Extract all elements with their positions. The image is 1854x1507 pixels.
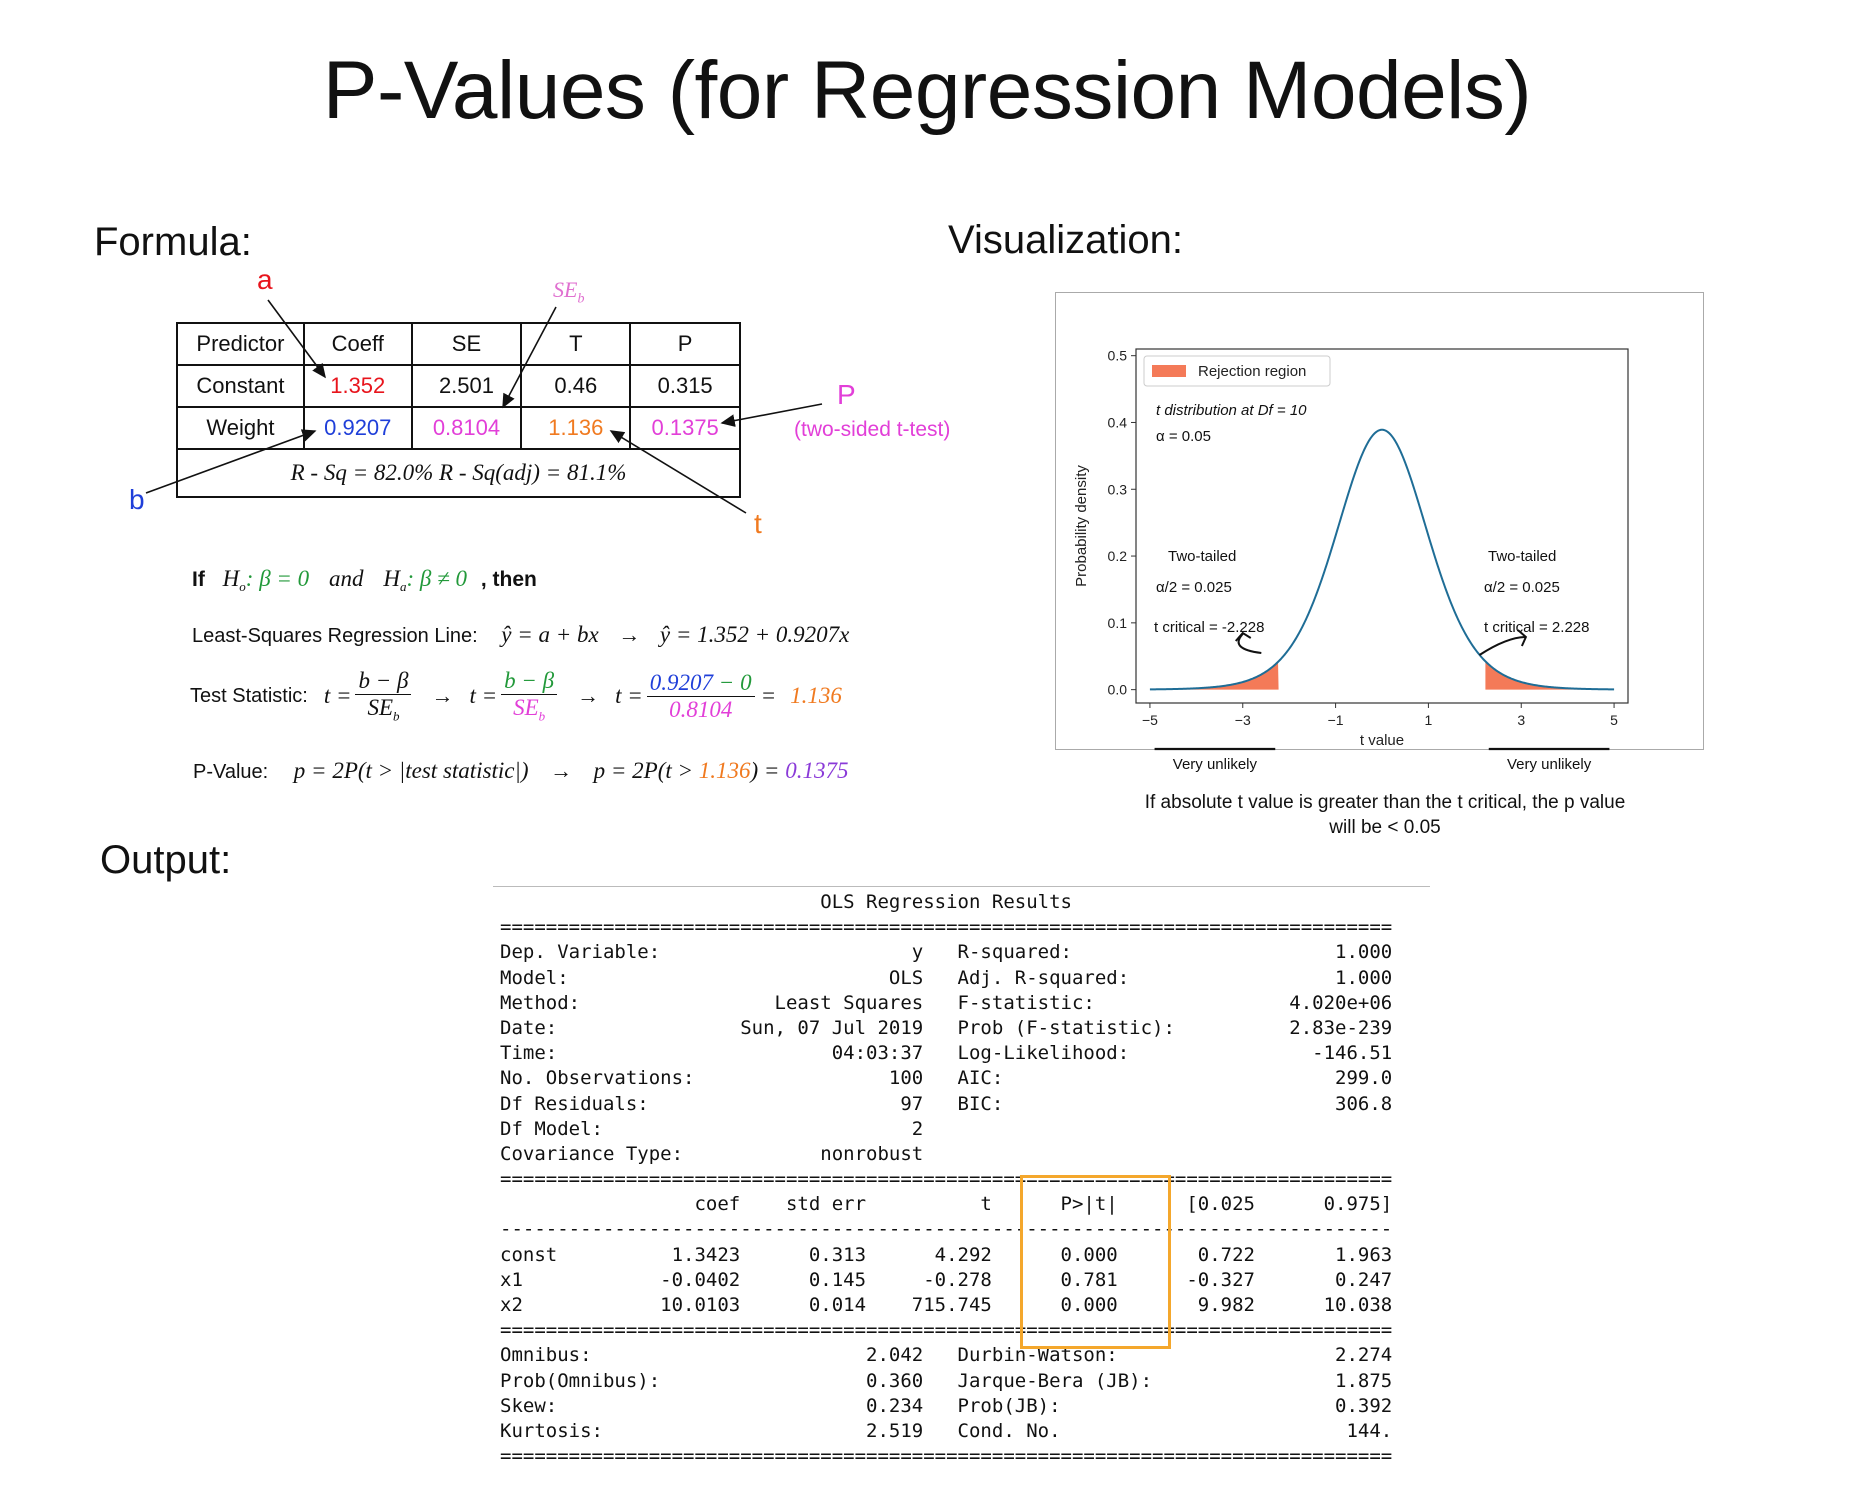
ols-line: ------------------------------------------------------------------------------: [500, 1218, 1393, 1241]
caption-line-1: If absolute t value is greater than the t critical, the p value: [1144, 792, 1626, 813]
ols-line: x2 10.0103 0.014 715.745 0.000 9.982 10.038: [500, 1294, 1393, 1316]
ols-line: Omnibus: 2.042 Durbin-Watson: 2.274: [500, 1344, 1393, 1367]
ols-line: OLS Regression Results: [500, 891, 1393, 913]
table-cell: 0.8104: [412, 407, 522, 449]
table-header: SE: [412, 323, 522, 365]
legend-swatch: [1152, 365, 1186, 377]
ols-line: Df Model: 2: [500, 1117, 1393, 1140]
x-axis-label: t value: [1359, 732, 1405, 749]
output-heading: Output:: [100, 838, 232, 882]
ols-line: Df Residuals: 97 BIC: 306.8: [500, 1092, 1393, 1115]
table-cell: 0.46: [521, 365, 630, 407]
label-a: a: [257, 264, 273, 295]
page-title: P-Values (for Regression Models): [322, 45, 1532, 136]
x-tick-label: −1: [1327, 712, 1344, 728]
x-tick-label: −3: [1234, 712, 1251, 728]
ols-line: Method: Least Squares F-statistic: 4.020e+06: [500, 991, 1393, 1014]
y-tick-label: 0.4: [1107, 414, 1127, 431]
ols-line: ==============================================================================: [500, 916, 1393, 939]
ls-line: Least-Squares Regression Line: ŷ = a + bx → ŷ = 1.352 + 0.9207x: [192, 622, 850, 647]
x-tick-label: 1: [1424, 712, 1433, 728]
label-b: b: [129, 484, 145, 515]
ols-line: No. Observations: 100 AIC: 299.0: [500, 1067, 1393, 1090]
arrow-b: [146, 431, 315, 493]
x-tick-label: −5: [1141, 712, 1158, 728]
right-tail-alpha: α/2 = 0.025: [1484, 579, 1560, 596]
ols-line: Date: Sun, 07 Jul 2019 Prob (F-statistic): 2.83e-239: [500, 1016, 1393, 1039]
arrow-a: [268, 300, 325, 377]
hypothesis-line: If $H_o$: β = 0 and $H_a$: β ≠ 0 , then: [192, 566, 537, 595]
right-critical-arrow: [1479, 637, 1525, 655]
table-cell: 2.501: [412, 365, 522, 407]
chart-caption: [1060, 790, 1710, 840]
y-tick-label: 0.0: [1107, 681, 1127, 698]
label-se-b: $SE_b$: [553, 277, 585, 307]
arrow-t: [611, 431, 746, 513]
left-unlikely-label: Very unlikely: [1172, 756, 1258, 773]
x-tick-label: 5: [1610, 712, 1618, 728]
table-cell: 0.315: [630, 365, 740, 407]
ols-line: x1 -0.0402 0.145 -0.278 0.781 -0.327 0.247: [500, 1268, 1393, 1291]
ols-line: Skew: 0.234 Prob(JB): 0.392: [500, 1394, 1393, 1417]
ols-line: ==============================================================================: [500, 1319, 1393, 1342]
table-header: Predictor: [177, 323, 304, 365]
test-statistic-line: Test Statistic: t = $\frac{b - \beta}{SE_b}$ → t = $\frac{b - \beta}{SE_b}$ → t = $\frac{0.9207 - 0}{0.8104}$ = 1.136: [190, 668, 842, 724]
table-header: P: [630, 323, 740, 365]
left-critical-label: t critical = -2.228: [1154, 619, 1265, 636]
formula-heading: Formula:: [94, 220, 252, 264]
table-cell: Constant: [177, 365, 304, 407]
dist-annotation-2: α = 0.05: [1156, 428, 1211, 445]
ols-line: Model: OLS Adj. R-squared: 1.000: [500, 966, 1393, 989]
left-tail-title: Two-tailed: [1168, 548, 1237, 565]
table-cell: Weight: [177, 407, 304, 449]
ols-line: ==============================================================================: [500, 1445, 1393, 1468]
label-t: t: [754, 508, 762, 539]
y-tick-label: 0.2: [1107, 548, 1127, 565]
left-tail-alpha: α/2 = 0.025: [1156, 579, 1232, 596]
p-value-line: P-Value: p = 2P(t > |test statistic|) → p = 2P(t > 1.136) = 0.1375: [193, 758, 849, 783]
y-tick-label: 0.1: [1107, 614, 1127, 631]
ols-line: Prob(Omnibus): 0.360 Jarque-Bera (JB): 1.875: [500, 1369, 1393, 1392]
right-unlikely-label: Very unlikely: [1506, 756, 1592, 773]
table-cell: 0.9207: [304, 407, 412, 449]
ols-regression-output: [500, 890, 1392, 1469]
table-cell: 0.1375: [630, 407, 740, 449]
t-distribution-chart: [1056, 293, 1703, 773]
ols-line: Covariance Type: nonrobust: [500, 1142, 1393, 1165]
ols-line: Kurtosis: 2.519 Cond. No. 144.: [500, 1419, 1393, 1442]
arrow-se-b: [503, 307, 556, 407]
visualization-heading: Visualization:: [948, 218, 1183, 262]
ols-line: const 1.3423 0.313 4.292 0.000 0.722 1.963: [500, 1243, 1393, 1266]
arrow-p: [722, 404, 822, 423]
right-tail-title: Two-tailed: [1488, 548, 1557, 565]
right-critical-label: t critical = 2.228: [1484, 619, 1590, 636]
chart-frame: [1055, 292, 1704, 773]
output-top-rule: [493, 886, 1430, 887]
ols-line: ==============================================================================: [500, 1168, 1393, 1191]
caption-line-2: will be < 0.05: [1329, 817, 1441, 838]
ols-line: Time: 04:03:37 Log-Likelihood: -146.51: [500, 1042, 1393, 1065]
y-tick-label: 0.3: [1107, 481, 1127, 498]
table-cell: 1.136: [521, 407, 630, 449]
table-cell: 1.352: [304, 365, 412, 407]
y-axis-label: Probability density: [1073, 465, 1090, 587]
rsq-row: R - Sq = 82.0% R - Sq(adj) = 81.1%: [177, 449, 740, 497]
legend-label: Rejection region: [1198, 363, 1307, 380]
dist-annotation-1: t distribution at Df = 10: [1156, 402, 1307, 419]
ols-line: coef std err t P>|t| [0.025 0.975]: [500, 1193, 1393, 1216]
ols-line: Dep. Variable: y R-squared: 1.000: [500, 941, 1393, 964]
table-header: T: [521, 323, 630, 365]
label-p: P: [837, 379, 856, 410]
y-tick-label: 0.5: [1107, 347, 1127, 364]
table-header: Coeff: [304, 323, 412, 365]
p-value-column-highlight: [1020, 1175, 1171, 1349]
x-tick-label: 3: [1517, 712, 1526, 728]
label-p-note: (two-sided t-test): [794, 418, 951, 441]
